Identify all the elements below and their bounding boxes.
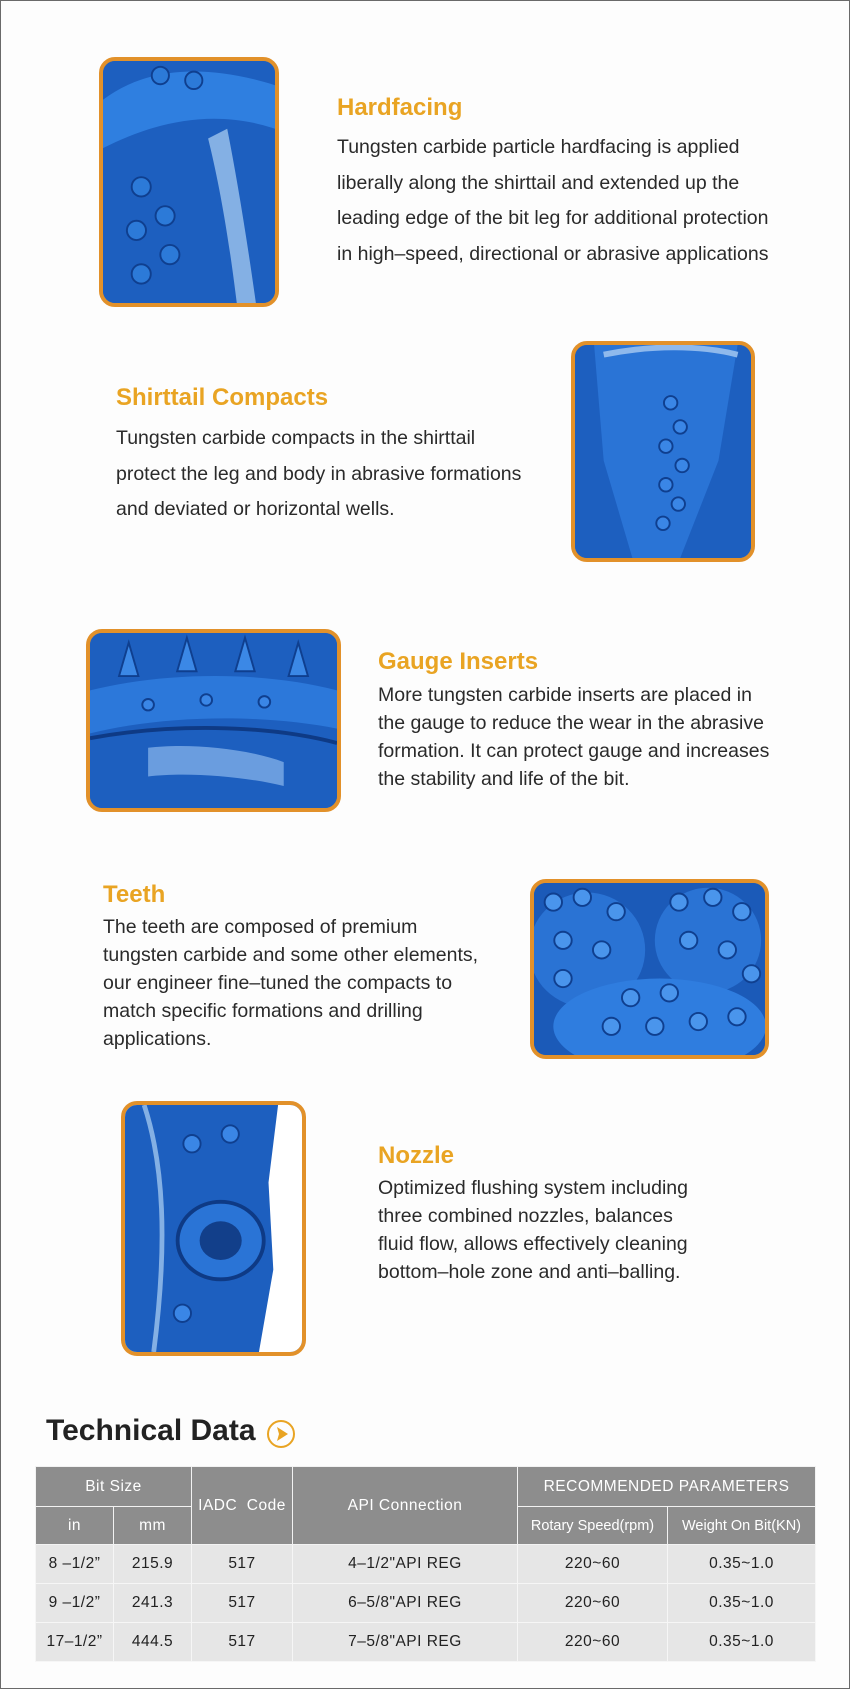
cell-weight: 0.35~1.0: [668, 1623, 816, 1662]
table-row: [36, 1623, 816, 1662]
text-line: three combined nozzles, balances: [378, 1205, 673, 1227]
feature-title: Teeth: [103, 881, 166, 908]
feature-title: Shirttail Compacts: [116, 384, 329, 411]
text-line: fluid flow, allows effectively cleaning: [378, 1233, 688, 1255]
header-mm: mm: [114, 1507, 192, 1545]
text-line: Tungsten carbide particle hardfacing is applied: [337, 136, 740, 158]
cell-rotary: 220~60: [518, 1623, 668, 1662]
header-in: in: [36, 1507, 114, 1545]
cell-weight: 0.35~1.0: [668, 1545, 816, 1584]
text-line: in high–speed, directional or abrasive applications: [337, 242, 769, 265]
cell-api: 7–5/8"API REG: [293, 1623, 518, 1662]
feature-description: [378, 1174, 688, 1286]
cell-weight: 0.35~1.0: [668, 1584, 816, 1623]
cell-in: 9 –1/2”: [36, 1584, 114, 1623]
text-line: liberally along the shirttail and extended up the: [337, 171, 740, 194]
table-row: [36, 1545, 816, 1584]
header-weight-on-bit: Weight On Bit(KN): [668, 1507, 816, 1545]
cell-iadc: 517: [192, 1584, 293, 1623]
text-line: tungsten carbide and some other elements,: [103, 944, 479, 966]
text-line: Tungsten carbide compacts in the shirttail: [116, 427, 476, 449]
feature-description: [378, 681, 769, 793]
cell-mm: 215.9: [114, 1545, 192, 1584]
text-line: leading edge of the bit leg for additional protection: [337, 207, 769, 229]
text-line: applications.: [103, 1028, 212, 1050]
text-line: the gauge to reduce the wear in the abrasive: [378, 712, 764, 734]
cell-mm: 241.3: [114, 1584, 192, 1623]
text-line: Optimized flushing system including: [378, 1177, 688, 1199]
text-line: formation. It can protect gauge and increases: [378, 740, 770, 762]
header-iadc-code: IADC Code: [192, 1467, 293, 1545]
text-line: bottom–hole zone and anti–balling.: [378, 1261, 681, 1283]
hardfacing-photo: [99, 57, 279, 307]
cell-rotary: 220~60: [518, 1584, 668, 1623]
feature-description: [116, 421, 521, 528]
cell-api: 4–1/2"API REG: [293, 1545, 518, 1584]
feature-description: [337, 130, 768, 272]
feature-description: [103, 913, 478, 1053]
cell-in: 8 –1/2”: [36, 1545, 114, 1584]
text-line: protect the leg and body in abrasive formations: [116, 462, 522, 485]
header-rotary-speed: Rotary Speed(rpm): [518, 1507, 668, 1545]
feature-title: Gauge Inserts: [378, 648, 539, 675]
technical-data-table: [35, 1466, 816, 1662]
header-api-connection: API Connection: [293, 1467, 518, 1545]
text-line: More tungsten carbide inserts are placed in: [378, 684, 752, 706]
header-recommended-parameters: RECOMMENDED PARAMETERS: [518, 1467, 816, 1507]
feature-title: Hardfacing: [337, 94, 463, 121]
text-line: our engineer fine–tuned the compacts to: [103, 972, 453, 994]
text-line: the stability and life of the bit.: [378, 768, 630, 790]
arrow-right-circle-icon: [266, 1419, 296, 1449]
cell-rotary: 220~60: [518, 1545, 668, 1584]
header-bit-size: Bit Size: [36, 1467, 192, 1507]
table-row: [36, 1584, 816, 1623]
nozzle-photo: [121, 1101, 306, 1356]
text-line: match specific formations and drilling: [103, 1000, 423, 1022]
cell-in: 17–1/2”: [36, 1623, 114, 1662]
cell-iadc: 517: [192, 1545, 293, 1584]
feature-title: Nozzle: [378, 1142, 455, 1169]
gauge-inserts-photo: [86, 629, 341, 812]
text-line: and deviated or horizontal wells.: [116, 498, 395, 520]
cell-api: 6–5/8"API REG: [293, 1584, 518, 1623]
cell-iadc: 517: [192, 1623, 293, 1662]
cell-mm: 444.5: [114, 1623, 192, 1662]
teeth-photo: [530, 879, 769, 1059]
technical-data-title: Technical Data: [46, 1414, 256, 1447]
shirttail-compacts-photo: [571, 341, 755, 562]
text-line: The teeth are composed of premium: [103, 916, 418, 938]
